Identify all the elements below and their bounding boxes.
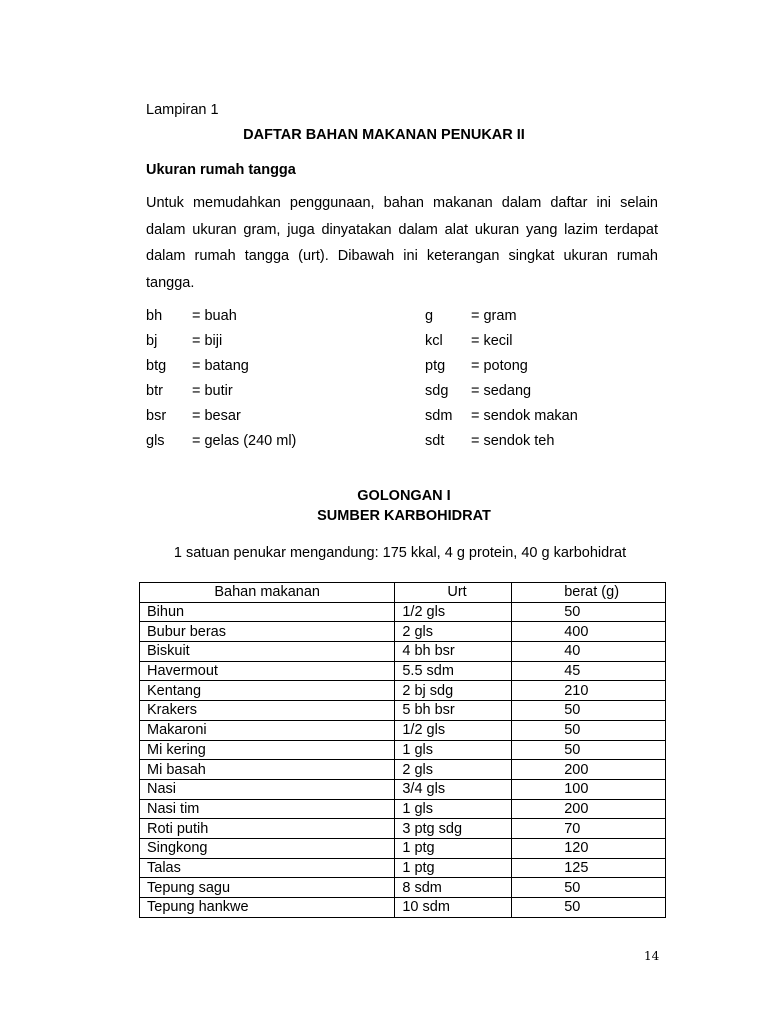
cell-bahan-makanan: Tepung sagu [140, 878, 395, 898]
abbreviation-row [146, 408, 666, 433]
table-row [140, 720, 666, 740]
abbr-meaning: = buah [192, 308, 237, 324]
cell-berat: 45 [512, 661, 666, 681]
abbr-code: sdm [425, 408, 453, 424]
cell-berat: 50 [512, 701, 666, 721]
abbr-meaning: = potong [471, 358, 528, 374]
abbr-meaning: = biji [192, 333, 223, 349]
cell-urt: 1 gls [395, 740, 512, 760]
header-bahan-makanan: Bahan makanan [140, 583, 395, 603]
table-row [140, 858, 666, 878]
abbreviation-row [146, 358, 666, 383]
table-row [140, 779, 666, 799]
table-row [140, 602, 666, 622]
cell-berat: 120 [512, 838, 666, 858]
cell-berat: 70 [512, 819, 666, 839]
cell-bahan-makanan: Roti putih [140, 819, 395, 839]
abbr-meaning: = butir [192, 383, 233, 399]
cell-bahan-makanan: Tepung hankwe [140, 898, 395, 918]
table-body [140, 602, 666, 917]
cell-bahan-makanan: Bihun [140, 602, 395, 622]
header-urt: Urt [395, 583, 512, 603]
cell-berat: 210 [512, 681, 666, 701]
group-subtitle: SUMBER KARBOHIDRAT [317, 508, 491, 524]
abbr-code: bj [146, 333, 158, 349]
cell-berat: 100 [512, 779, 666, 799]
cell-berat: 50 [512, 878, 666, 898]
cell-bahan-makanan: Nasi tim [140, 799, 395, 819]
cell-urt: 1 ptg [395, 838, 512, 858]
abbr-meaning: = kecil [471, 333, 513, 349]
cell-urt: 10 sdm [395, 898, 512, 918]
abbreviation-row [146, 433, 666, 458]
cell-bahan-makanan: Mi basah [140, 760, 395, 780]
cell-berat: 50 [512, 720, 666, 740]
cell-bahan-makanan: Krakers [140, 701, 395, 721]
table-row [140, 701, 666, 721]
abbr-meaning: = batang [192, 358, 249, 374]
cell-urt: 5.5 sdm [395, 661, 512, 681]
cell-bahan-makanan: Havermout [140, 661, 395, 681]
abbr-meaning: = sendok makan [471, 408, 578, 424]
cell-berat: 50 [512, 602, 666, 622]
abbr-code: sdg [425, 383, 449, 399]
abbr-code: ptg [425, 358, 446, 374]
table-row [140, 661, 666, 681]
table-row [140, 799, 666, 819]
abbreviation-row [146, 333, 666, 358]
intro-paragraph: Untuk memudahkan penggunaan, bahan makanan dalam daftar ini selain dalam ukuran gram, juga dinyatakan dalam alat ukuran yang lazim terdapat dalam rumah tangga (urt). Dibawah ini keterangan singkat ukuran rumah tangga. [146, 195, 658, 291]
cell-urt: 1 gls [395, 799, 512, 819]
abbreviation-row [146, 383, 666, 408]
cell-bahan-makanan: Biskuit [140, 642, 395, 662]
page-number: 14 [644, 949, 660, 963]
cell-berat: 400 [512, 622, 666, 642]
cell-urt: 3/4 gls [395, 779, 512, 799]
exchange-unit-note: 1 satuan penukar mengandung: 175 kkal, 4 g protein, 40 g karbohidrat [173, 545, 627, 561]
table-row [140, 622, 666, 642]
table-row [140, 642, 666, 662]
abbr-code: g [425, 308, 434, 324]
cell-bahan-makanan: Nasi [140, 779, 395, 799]
cell-urt: 1 ptg [395, 858, 512, 878]
abbr-code: btr [146, 383, 163, 399]
food-exchange-table [139, 582, 666, 918]
appendix-label: Lampiran 1 [146, 102, 219, 118]
cell-urt: 8 sdm [395, 878, 512, 898]
cell-berat: 50 [512, 898, 666, 918]
abbr-code: bh [146, 308, 163, 324]
table-row [140, 838, 666, 858]
abbr-meaning: = sendok teh [471, 433, 555, 449]
abbr-meaning: = gelas (240 ml) [192, 433, 297, 449]
cell-bahan-makanan: Kentang [140, 681, 395, 701]
cell-urt: 5 bh bsr [395, 701, 512, 721]
abbr-code: gls [146, 433, 165, 449]
abbr-code: sdt [425, 433, 445, 449]
cell-berat: 125 [512, 858, 666, 878]
cell-urt: 3 ptg sdg [395, 819, 512, 839]
abbreviation-row [146, 308, 666, 333]
abbr-code: btg [146, 358, 167, 374]
group-title: GOLONGAN I [357, 488, 451, 504]
abbr-code: bsr [146, 408, 167, 424]
cell-urt: 2 bj sdg [395, 681, 512, 701]
abbreviation-list [146, 308, 666, 458]
table-row [140, 819, 666, 839]
cell-urt: 1/2 gls [395, 720, 512, 740]
cell-urt: 2 gls [395, 760, 512, 780]
abbr-meaning: = besar [192, 408, 241, 424]
cell-urt: 4 bh bsr [395, 642, 512, 662]
cell-berat: 50 [512, 740, 666, 760]
cell-urt: 2 gls [395, 622, 512, 642]
table-row [140, 898, 666, 918]
page-title: DAFTAR BAHAN MAKANAN PENUKAR II [243, 127, 525, 143]
abbr-code: kcl [425, 333, 443, 349]
group-heading [0, 486, 768, 526]
table-row [140, 740, 666, 760]
section-heading: Ukuran rumah tangga [146, 162, 296, 178]
cell-urt: 1/2 gls [395, 602, 512, 622]
table-header-row [140, 583, 666, 603]
table-row [140, 878, 666, 898]
cell-bahan-makanan: Makaroni [140, 720, 395, 740]
cell-berat: 40 [512, 642, 666, 662]
cell-bahan-makanan: Bubur beras [140, 622, 395, 642]
cell-bahan-makanan: Mi kering [140, 740, 395, 760]
abbr-meaning: = gram [471, 308, 517, 324]
cell-berat: 200 [512, 760, 666, 780]
table-row [140, 681, 666, 701]
cell-bahan-makanan: Singkong [140, 838, 395, 858]
cell-berat: 200 [512, 799, 666, 819]
table-row [140, 760, 666, 780]
header-berat: berat (g) [512, 583, 666, 603]
abbr-meaning: = sedang [471, 383, 532, 399]
cell-bahan-makanan: Talas [140, 858, 395, 878]
